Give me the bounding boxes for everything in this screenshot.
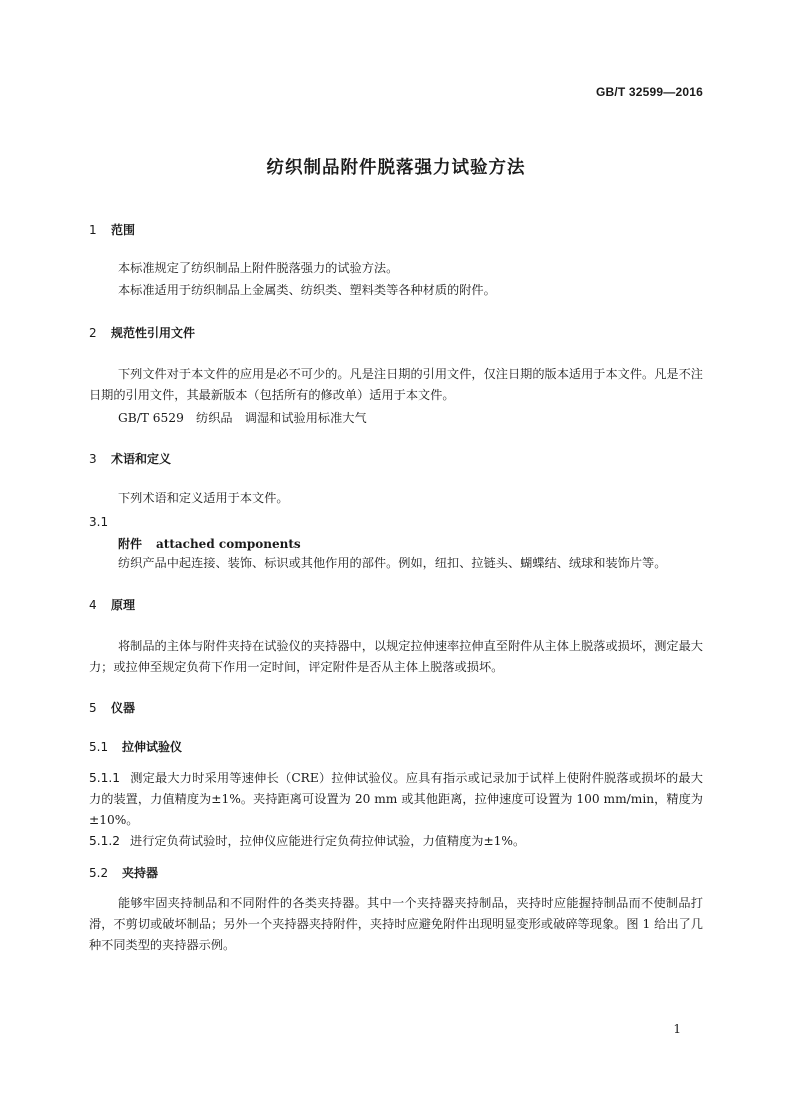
section-3-heading — [89, 451, 171, 467]
term-entry — [118, 535, 301, 552]
clause-text: 进行定负荷试验时，拉伸仪应能进行定负荷拉伸试验，力值精度为±1%。 — [130, 834, 526, 848]
clause-number: 5.1.2 — [89, 834, 121, 848]
section-1-heading — [89, 222, 135, 238]
section-number: 1 — [89, 223, 97, 237]
subsection-title: 拉伸试验仪 — [122, 740, 183, 754]
section-5-heading — [89, 700, 135, 716]
section-number: 5 — [89, 701, 97, 715]
page-number: 1 — [673, 1022, 681, 1036]
subsection-title: 夹持器 — [122, 866, 159, 880]
term-english: attached components — [156, 537, 301, 551]
clause-5-1-1 — [89, 768, 703, 831]
subsection-number: 5.1 — [89, 740, 109, 754]
principle-paragraph: 将制品的主体与附件夹持在试验仪的夹持器中，以规定拉伸速率拉伸直至附件从主体上脱落或损坏，测定最大力；或拉伸至规定负荷下作用一定时间，评定附件是否从主体上脱落或损坏。 — [89, 639, 703, 674]
section-number: 3 — [89, 452, 97, 466]
section-2-heading — [89, 325, 195, 341]
terms-intro: 下列术语和定义适用于本文件。 — [118, 491, 289, 505]
subsection-5-2-heading — [89, 865, 158, 881]
standard-number: GB/T 32599—2016 — [595, 85, 703, 99]
term-definition: 纺织产品中起连接、装饰、标识或其他作用的部件。例如，纽扣、拉链头、蝴蝶结、绒球和装饰片等。 — [118, 556, 667, 570]
clause-number: 5.1.1 — [89, 771, 121, 785]
term-number: 3.1 — [89, 515, 109, 529]
normative-references-paragraph: 下列文件对于本文件的应用是必不可少的。凡是注日期的引用文件，仅注日期的版本适用于本文件。凡是不注日期的引用文件，其最新版本（包括所有的修改单）适用于本文件。 — [89, 367, 703, 402]
clamp-paragraph: 能够牢固夹持制品和不同附件的各类夹持器。其中一个夹持器夹持制品，夹持时应能握持制品而不使制品打滑，不剪切或破坏制品；另外一个夹持器夹持附件，夹持时应避免附件出现明显变形或破碎等现象。图 1 给出了几种不同类型的夹持器示例。 — [89, 896, 703, 952]
reference-gbt6529: GB/T 6529 纺织品 调湿和试验用标准大气 — [118, 411, 367, 425]
section-4-heading — [89, 597, 135, 613]
section-title: 原理 — [111, 598, 136, 612]
section-title: 范围 — [111, 223, 136, 237]
subsection-5-1-heading — [89, 739, 182, 755]
section-title: 术语和定义 — [111, 452, 172, 466]
document-title: 纺织制品附件脱落强力试验方法 — [266, 158, 526, 178]
section-title: 规范性引用文件 — [111, 326, 196, 340]
subsection-number: 5.2 — [89, 866, 109, 880]
section-number: 2 — [89, 326, 97, 340]
clause-5-1-2 — [89, 831, 703, 852]
scope-line-1: 本标准规定了纺织制品上附件脱落强力的试验方法。 — [118, 261, 399, 275]
clause-text: 测定最大力时采用等速伸长（CRE）拉伸试验仪。应具有指示或记录加于试样上使附件脱落或损坏的最大力的装置，力值精度为±1%。夹持距离可设置为 20 mm 或其他距离，拉伸速度可设置为 100 mm/min，精度为±10%。 — [89, 771, 703, 827]
scope-line-2: 本标准适用于纺织制品上金属类、纺织类、塑料类等各种材质的附件。 — [118, 283, 496, 297]
section-number: 4 — [89, 598, 97, 612]
section-title: 仪器 — [111, 701, 136, 715]
term-chinese: 附件 — [118, 537, 143, 551]
